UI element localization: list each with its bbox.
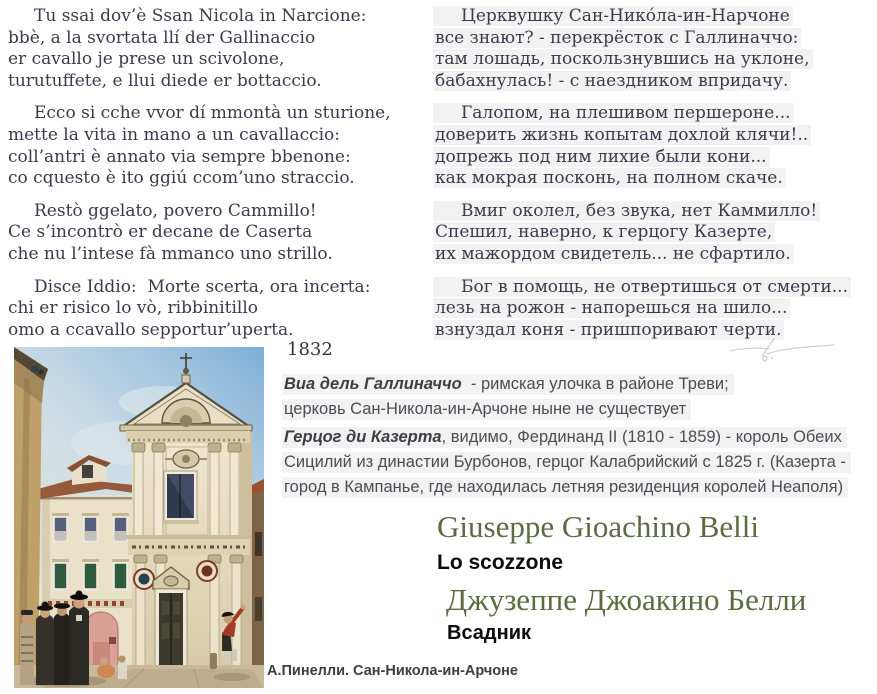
note-line-text	[282, 427, 847, 448]
poem-line	[433, 298, 875, 320]
poem-line	[433, 277, 875, 299]
note-line	[282, 372, 851, 397]
stanza	[433, 103, 875, 189]
stanza	[433, 277, 875, 342]
poem-line	[6, 147, 428, 169]
poem-line-text: бабахнулась! - с наездником впридачу.	[433, 71, 791, 91]
work-title-original: Lo scozzone	[437, 551, 564, 574]
poem-line	[433, 125, 875, 147]
author-name-original: Giuseppe Gioachino Belli	[437, 509, 759, 544]
poem-line-text: Restò ggelato, povero Cammillo!	[34, 200, 317, 221]
poem-line-text: Ce s’incontrò er decane de Caserta	[8, 222, 313, 243]
poem-line-text: их мажордом свидетель... не сфартило.	[433, 244, 794, 264]
poem-line	[433, 103, 875, 125]
stanza	[433, 6, 875, 92]
poem-line-text: mette la vita in mano a un cavallaccio:	[8, 124, 341, 145]
poem-line	[6, 103, 428, 125]
note-rest: - римская улочка в районе Треви;	[461, 375, 729, 393]
poem-line	[6, 125, 428, 147]
commentary-notes	[282, 372, 851, 500]
poem-line-text: er cavallo je prese un scivolone,	[8, 49, 285, 70]
poem-line-text: turutuffete, e llui diede er bottaccio.	[8, 70, 322, 91]
poem-line-text: доверить жизнь копытам дохлой клячи!..	[433, 125, 811, 145]
poem-line-text: как мокрая посконь, на полном скаче.	[433, 168, 786, 188]
right-building	[252, 479, 264, 688]
poem-line-text: bbè, a la svortata llí der Gallinaccio	[8, 27, 316, 48]
poem-line-text: лезь на рожон - напорешься на шило...	[433, 298, 790, 318]
poem-line-text: co cquesto è ito ggiú ccom’uno straccio.	[8, 168, 355, 189]
stanza	[6, 6, 428, 92]
poem-line-text: Бог в помощь, не отвертишься от смерти...	[433, 277, 851, 297]
poem-line	[6, 168, 428, 190]
poem-line	[433, 147, 875, 169]
poem-line	[433, 28, 875, 50]
poem-year: 1832	[287, 339, 333, 360]
poem-line-text: Церквушку Сан-Нико́ла-ин-Нарчоне	[433, 6, 793, 26]
painting-caption: А.Пинелли. Сан-Никола-ин-Арчоне	[267, 663, 518, 679]
poem-line-text: coll’antri è annato via sempre bbenone:	[8, 146, 351, 167]
poem-line-text: все знают? - перекрёсток с Галлиначчо:	[433, 28, 801, 48]
signature-mark	[728, 336, 838, 366]
poem-line-text: Галопом, на плешивом першероне...	[433, 103, 794, 123]
note-line	[282, 475, 851, 500]
work-title-russian: Всадник	[447, 622, 532, 644]
poem-line-text: Спешил, наверно, к герцогу Казерте,	[433, 222, 775, 242]
note-rest: церковь Сан-Никола-ин-Арчоне ныне не существует	[284, 400, 687, 418]
note-line	[282, 425, 851, 450]
note-term: Герцог ди Казерта	[284, 428, 442, 446]
poem-line	[433, 244, 875, 266]
stanza	[6, 103, 428, 189]
note-term: Виа дель Галлиначчо	[284, 375, 462, 393]
poem-line	[433, 71, 875, 93]
poem-line	[6, 28, 428, 50]
note-line-text	[282, 399, 691, 420]
poem-line-text: там лошадь, поскользнувшись на уклоне,	[433, 49, 813, 69]
stanza	[6, 277, 428, 342]
poem-line	[6, 6, 428, 28]
poem-russian	[433, 6, 875, 352]
poem-line-text: Ecco si cche vvor dí mmontà un sturione,	[34, 103, 391, 124]
poem-line	[6, 320, 428, 342]
poem-line-text: взнуздал коня - пришпоривают черти.	[433, 320, 784, 340]
poem-line	[6, 277, 428, 299]
poem-line	[6, 222, 428, 244]
note-line	[282, 397, 851, 422]
stanza	[6, 201, 428, 266]
poem-italian	[6, 6, 428, 352]
poem-line	[6, 71, 428, 93]
poem-line-text: che nu l’intese fà mmanco uno strillo.	[8, 243, 333, 264]
note-line-text	[282, 374, 734, 395]
poem-line	[433, 168, 875, 190]
poem-line	[6, 244, 428, 266]
note-line-text	[282, 477, 848, 498]
poem-line	[6, 49, 428, 71]
stanza	[433, 201, 875, 266]
note-line-text	[282, 452, 851, 473]
poem-line	[433, 201, 875, 223]
poem-line-text: допрежь под ним лихие были кони...	[433, 147, 770, 167]
note-rest: Сицилий из династии Бурбонов, герцог Калабрийский с 1825 г. (Казерта -	[284, 453, 846, 471]
poem-line	[6, 201, 428, 223]
poem-line-text: Вмиг околел, без звука, нет Каммилло!	[433, 201, 820, 221]
poem-line-text: Tu ssai dov’è Ssan Nicola in Narcione:	[34, 6, 367, 26]
poem-line	[433, 49, 875, 71]
poem-line	[6, 298, 428, 320]
painting-image	[14, 347, 264, 688]
note-line	[282, 450, 851, 475]
poem-line-text: Disce Iddio: Morte scerta, ora incerta:	[34, 276, 371, 297]
note-rest: , видимо, Фердинанд II (1810 - 1859) - король Обеих	[441, 428, 842, 446]
note-rest: город в Кампанье, где находилась летняя резиденция королей Неаполя)	[284, 478, 844, 496]
painting-san-nicola-in-arcione	[14, 347, 264, 688]
poem-line	[433, 222, 875, 244]
author-name-russian: Джузеппе Джоакино Белли	[446, 582, 807, 617]
poem-line-text: omo a ccavallo sepportur’uperta.	[8, 319, 294, 340]
poem-line	[433, 6, 875, 28]
poem-line-text: chi er risico lo vò, ribbinitillo	[8, 298, 259, 319]
